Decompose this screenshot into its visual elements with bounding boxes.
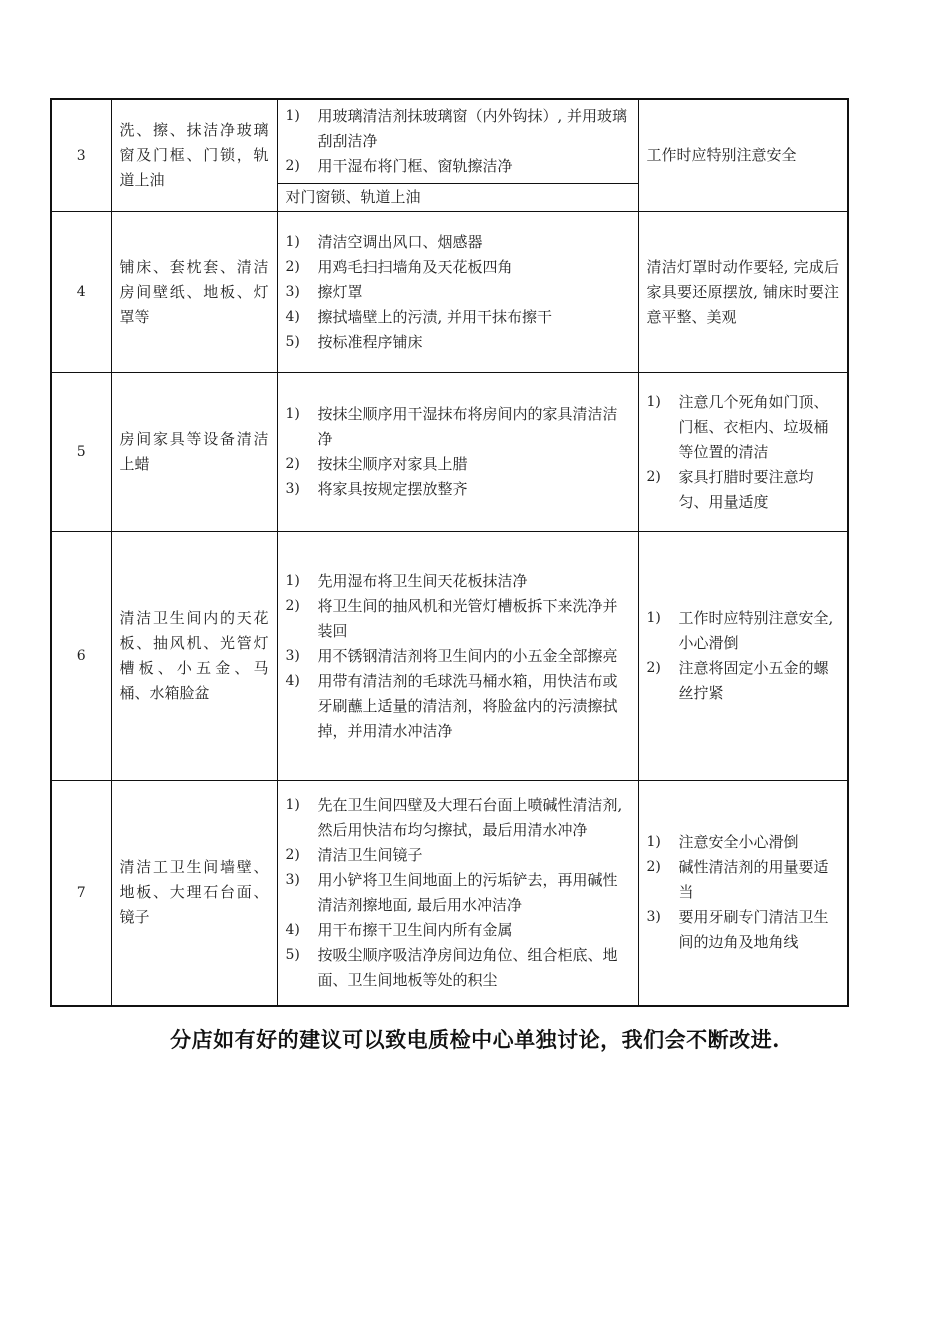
list-item: 2) 按抹尘顺序对家具上腊 (285, 455, 468, 473)
task-note: 清洁灯罩时动作要轻, 完成后家具要还原摆放, 铺床时要注意平整、美观 (638, 212, 848, 373)
list-item: 1) 先用湿布将卫生间天花板抹洁净 (285, 571, 528, 590)
footer-note: 分店如有好的建议可以致电质检中心单独讨论，我们会不断改进. (170, 1027, 780, 1052)
table-row (51, 532, 848, 781)
list-item: 3) 用不锈钢清洁剂将卫生间内的小五金全部擦亮 (285, 646, 618, 665)
list-item: 3) 擦灯罩 (285, 282, 363, 301)
list-item: 5) 按标准程序铺床 (285, 332, 423, 351)
task-item: 洗、擦、抹洁净玻璃窗及门框、门锁，轨道上油 (111, 99, 277, 212)
list-item: 2) 将卫生间的抽风机和光管灯槽板拆下来洗净并装回 (285, 596, 618, 640)
task-item: 铺床、套枕套、清洁房间壁纸、地板、灯罩等 (111, 212, 277, 373)
list-item: 1) 先在卫生间四壁及大理石台面上喷碱性清洁剂, 然后用快洁布均匀擦拭，最后用清水冲净 (285, 795, 623, 839)
task-steps (277, 781, 638, 1006)
list-item: 1) 注意几个死角如门顶、门框、衣柜内、垃圾桶等位置的清洁 (646, 392, 829, 461)
task-steps (277, 212, 638, 373)
task-item: 房间家具等设备清洁上蜡 (111, 373, 277, 532)
row-number: 7 (51, 781, 111, 1006)
list-item: 1) 工作时应特别注意安全, 小心滑倒 (646, 609, 834, 652)
list-item: 4) 用带有清洁剂的毛球洗马桶水箱，用快洁布或牙刷蘸上适量的清洁剂，将脸盆内的污渍擦拭掉，并用清水冲洁净 (285, 671, 618, 740)
list-item: 1) 用玻璃清洁剂抹玻璃窗（内外钩抹）, 并用玻璃刮刮洁净 (285, 107, 628, 150)
list-item: 2) 注意将固定小五金的螺丝拧紧 (646, 659, 829, 702)
list-item: 1) 清洁空调出风口、烟感器 (285, 232, 483, 251)
list-item: 1) 注意安全小心滑倒 (646, 833, 799, 852)
list-item: 3) 用小铲将卫生间地面上的污垢铲去，再用碱性清洁剂擦地面, 最后用水冲洁净 (285, 870, 618, 914)
task-steps (277, 373, 638, 532)
task-notes (638, 781, 848, 1006)
list-item: 2) 清洁卫生间镜子 (285, 845, 423, 864)
list-item: 4) 用干布擦干卫生间内所有金属 (285, 920, 513, 939)
list-item: 2) 碱性清洁剂的用量要适当 (646, 858, 829, 902)
task-item: 清洁卫生间内的天花板、抽风机、光管灯槽板、小五金、马桶、水箱脸盆 (111, 532, 277, 781)
list-item: 3) 将家具按规定摆放整齐 (285, 480, 468, 498)
task-note: 工作时应特别注意安全 (638, 99, 848, 212)
list-item: 5) 按吸尘顺序吸洁净房间边角位、组合柜底、地面、卫生间地板等处的积尘 (285, 945, 618, 989)
list-item: 2) 用干湿布将门框、窗轨擦洁净 (285, 157, 513, 175)
procedure-table (50, 98, 849, 1007)
row-number: 3 (51, 99, 111, 212)
table-row (51, 373, 848, 532)
list-item: 1) 按抹尘顺序用干湿抹布将房间内的家具清洁洁净 (285, 405, 618, 448)
list-item: 3) 要用牙刷专门清洁卫生间的边角及地角线 (646, 908, 829, 952)
task-steps (277, 532, 638, 781)
table-row (51, 99, 848, 184)
task-notes (638, 532, 848, 781)
row-number: 4 (51, 212, 111, 373)
table-row (51, 212, 848, 373)
row-number: 6 (51, 532, 111, 781)
list-item: 4) 擦拭墙壁上的污渍, 并用干抹布擦干 (285, 307, 553, 326)
row-number: 5 (51, 373, 111, 532)
list-item: 2) 用鸡毛扫扫墙角及天花板四角 (285, 257, 513, 276)
list-item: 2) 家具打腊时要注意均匀、用量适度 (646, 467, 814, 511)
task-extra-step: 对门窗锁、轨道上油 (277, 184, 638, 212)
table-row (51, 781, 848, 1006)
task-steps (277, 99, 638, 184)
task-notes (638, 373, 848, 532)
task-item: 清洁工卫生间墙壁、地板、大理石台面、镜子 (111, 781, 277, 1006)
